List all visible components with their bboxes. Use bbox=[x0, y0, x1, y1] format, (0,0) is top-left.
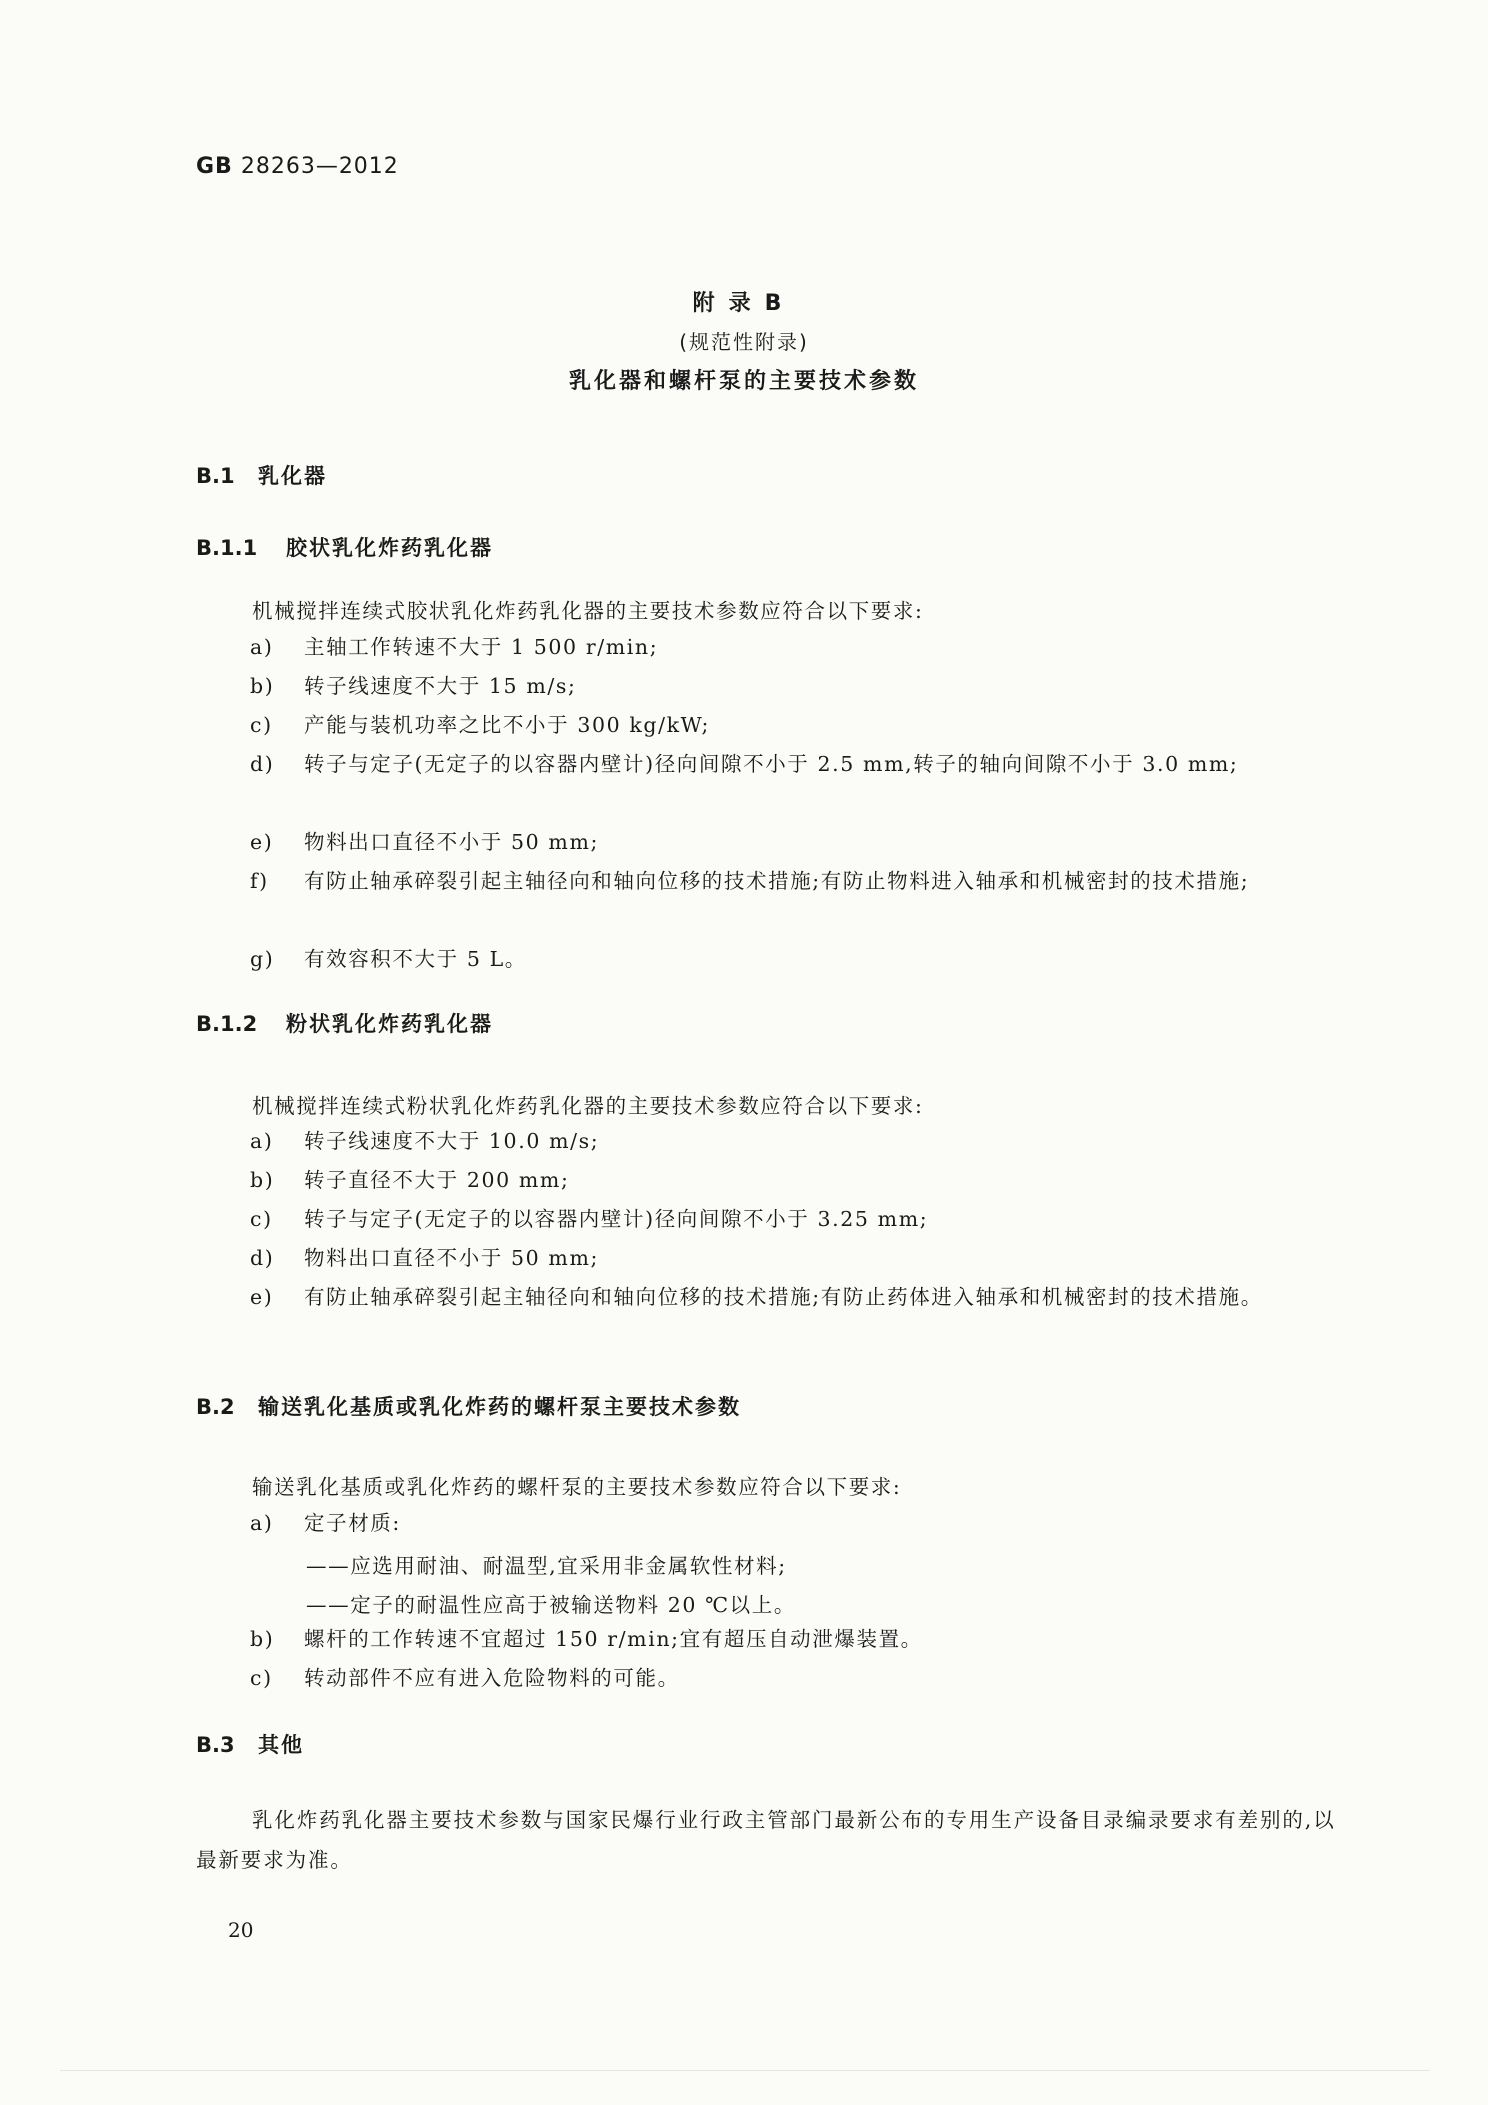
list-item bbox=[250, 862, 1340, 901]
annex-type: (规范性附录) bbox=[679, 330, 809, 354]
section-heading-b1 bbox=[196, 460, 327, 490]
section-title: 粉状乳化炸药乳化器 bbox=[286, 1012, 493, 1036]
section-title: 胶状乳化炸药乳化器 bbox=[286, 536, 493, 560]
section-heading-b3 bbox=[196, 1729, 304, 1759]
list-text: 产能与装机功率之比不小于 300 kg/kW; bbox=[304, 713, 711, 737]
list-item bbox=[250, 628, 1340, 667]
list-text: 物料出口直径不小于 50 mm; bbox=[304, 830, 600, 854]
annex-title: 附录B bbox=[692, 291, 796, 316]
list-text: 物料出口直径不小于 50 mm; bbox=[304, 1246, 600, 1270]
list-marker: c) bbox=[250, 1207, 273, 1231]
section-title: 输送乳化基质或乳化炸药的螺杆泵主要技术参数 bbox=[258, 1395, 741, 1419]
list-marker: b) bbox=[250, 1627, 275, 1651]
list-item bbox=[250, 1504, 1340, 1543]
scan-edge-line bbox=[60, 2070, 1430, 2071]
section-intro: 机械搅拌连续式胶状乳化炸药乳化器的主要技术参数应符合以下要求: bbox=[252, 599, 924, 623]
list-text: 转子线速度不大于 10.0 m/s; bbox=[304, 1129, 600, 1153]
list-marker: a) bbox=[250, 635, 274, 659]
section-paragraph: 乳化炸药乳化器主要技术参数与国家民爆行业行政主管部门最新公布的专用生产设备目录编录要求有差别的,以最新要求为准。 bbox=[196, 1808, 1336, 1872]
standard-code bbox=[196, 154, 399, 179]
list-marker: b) bbox=[250, 1168, 275, 1192]
dash-item: ——应选用耐油、耐温型,宜采用非金属软性材料; bbox=[306, 1554, 787, 1578]
list-text: 转动部件不应有进入危险物料的可能。 bbox=[304, 1666, 680, 1690]
list-item bbox=[250, 940, 1340, 979]
section-heading-b1-2 bbox=[196, 1008, 493, 1038]
section-heading-b1-1 bbox=[196, 532, 493, 562]
list-text: 转子直径不大于 200 mm; bbox=[304, 1168, 570, 1192]
list-text: 有防止轴承碎裂引起主轴径向和轴向位移的技术措施;有防止物料进入轴承和机械密封的技术措施; bbox=[304, 869, 1250, 893]
section-number: B.2 bbox=[196, 1395, 235, 1419]
list-marker: a) bbox=[250, 1129, 274, 1153]
list-text: 主轴工作转速不大于 1 500 r/min; bbox=[304, 635, 659, 659]
list-marker: e) bbox=[250, 1285, 274, 1309]
list-item bbox=[250, 1239, 1340, 1278]
section-intro: 输送乳化基质或乳化炸药的螺杆泵的主要技术参数应符合以下要求: bbox=[252, 1475, 902, 1499]
list-text: 转子与定子(无定子的以容器内壁计)径向间隙不小于 3.25 mm; bbox=[304, 1207, 929, 1231]
list-item bbox=[250, 1161, 1340, 1200]
list-marker: c) bbox=[250, 1666, 273, 1690]
list-marker: c) bbox=[250, 713, 273, 737]
standard-number: 28263—2012 bbox=[240, 154, 399, 179]
section-number: B.1.2 bbox=[196, 1012, 258, 1036]
list-text: 螺杆的工作转速不宜超过 150 r/min;宜有超压自动泄爆装置。 bbox=[304, 1627, 923, 1651]
annex-subject: 乳化器和螺杆泵的主要技术参数 bbox=[568, 369, 919, 394]
list-marker: d) bbox=[250, 1246, 275, 1270]
section-number: B.1.1 bbox=[196, 536, 258, 560]
page-number: 20 bbox=[228, 1918, 254, 1942]
section-number: B.3 bbox=[196, 1733, 235, 1757]
dash-item: ——定子的耐温性应高于被输送物料 20 ℃以上。 bbox=[306, 1593, 796, 1617]
list-item bbox=[250, 1659, 1340, 1698]
standard-prefix: GB bbox=[196, 154, 233, 179]
list-item bbox=[250, 1278, 1340, 1317]
list-item bbox=[250, 1122, 1340, 1161]
section-number: B.1 bbox=[196, 464, 235, 488]
list-item bbox=[250, 667, 1340, 706]
list-item bbox=[250, 1200, 1340, 1239]
list-text: 有效容积不大于 5 L。 bbox=[304, 947, 527, 971]
section-heading-b2 bbox=[196, 1391, 741, 1421]
list-item bbox=[250, 1620, 1340, 1659]
list-item bbox=[250, 823, 1340, 862]
list-text: 转子线速度不大于 15 m/s; bbox=[304, 674, 577, 698]
list-text: 转子与定子(无定子的以容器内壁计)径向间隙不小于 2.5 mm,转子的轴向间隙不小于 3.0 mm; bbox=[304, 752, 1239, 776]
section-intro: 机械搅拌连续式粉状乳化炸药乳化器的主要技术参数应符合以下要求: bbox=[252, 1094, 924, 1118]
list-text: 有防止轴承碎裂引起主轴径向和轴向位移的技术措施;有防止药体进入轴承和机械密封的技术措施。 bbox=[304, 1285, 1263, 1309]
section-title: 其他 bbox=[258, 1733, 304, 1757]
list-marker: d) bbox=[250, 752, 275, 776]
list-marker: a) bbox=[250, 1511, 274, 1535]
list-marker: b) bbox=[250, 674, 275, 698]
list-marker: e) bbox=[250, 830, 274, 854]
section-title: 乳化器 bbox=[258, 464, 327, 488]
list-item bbox=[250, 745, 1340, 784]
list-marker: f) bbox=[250, 869, 269, 893]
list-marker: g) bbox=[250, 947, 275, 971]
list-item bbox=[250, 706, 1340, 745]
list-text: 定子材质: bbox=[304, 1511, 401, 1535]
